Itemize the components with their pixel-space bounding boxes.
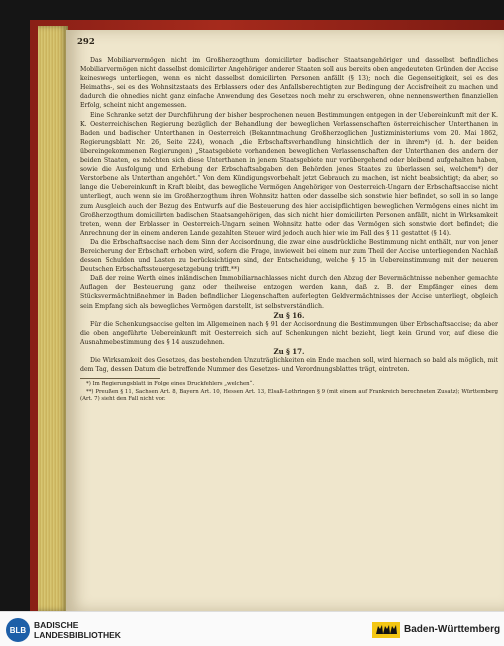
baden-wuerttemberg-lions-icon <box>372 620 400 640</box>
footnote: *) Im Regierungsblatt in Folge eines Druckfehlers „welchen“. <box>86 381 255 388</box>
blb-name-line2: LANDESBIBLIOTHEK <box>34 630 121 640</box>
paragraph: Das Mobiliarvermögen nicht im Großherzogthum domicilirter badischer Staatsangehöriger und dasselbst befindliches Mobiliarvermögen nicht dasselbst domicilirter Angehöriger anderer Staaten soll aus bereits oben angedeuteten Gründen der Accise keineswegs unterliegen, wenn es nicht dasselbst domicilirten Personen anfällt (§ 13); noch die Gegenseitigkeit, sei es des Heimaths-, sei es des Wohnsitzstaats des Erblassers oder des Anfallsberechtigten zur Bedingung der Accisfreiheit zu machen und dadurch die ohnedies nicht ganz einfache Anwendung des Gesetzes noch mehr zu erschweren, ohne nennenswerthen finanziellen Erfolg, scheint nicht angemessen. <box>80 57 498 110</box>
baden-wuerttemberg-name[interactable]: Baden-Württemberg <box>404 624 501 635</box>
section-heading: Zu § 16. <box>273 310 305 320</box>
paragraph: Für die Schenkungsaccise gelten im Allgemeinen nach § 91 der Accisordnung die Bestimmungen über Erbschaftsaccise; da aber die oben angeführte Uebereinkunft mit Oesterreich sich auf Schenkungen nicht bezieht, liegt kein Grund vor, auf diese die Ausnahmebestimmung des § 14 auszudehnen. <box>80 320 498 346</box>
blb-logo-icon[interactable]: BLB <box>6 618 30 642</box>
paragraph: Eine Schranke setzt der Durchführung der bisher besprochenen neuen Bestimmungen entgegen in der Uebereinkunft mit der K. K. Oesterreichischen Regierung bezüglich der Behandlung der beweglichen Verlassenschaften österreichischer Unterthanen in Baden und badischer Unterthanen in Oesterreich (Bekanntmachung Großherzoglichen Justizministeriums vom 20. Mai 1862, Regierungsblatt Nr. 26, Seite 224), wonach „die Erbschaftsverhandlung hinsichtlich der in ihrem*) (d. h. der beiden übereingekommenen Regierungen) „Staatsgebiete vorhandenen beweglichen Verlassenschaften der Unterthanen des andern der beiden Staaten, es möchten sich diese Unterthanen in jenem Staatsgebiete nur vorübergehend oder bleibend aufgehalten haben, sowie die Ausfolgung und Erhebung der Erbschaftsabgaben den Behörden jenes Staates zu überlassen sei, welchem*) der Verstorbene als Unterthan angehört.“ Von dem Kündigungsvorbehalt jetzt Gebrauch zu machen, ist nicht beabsichtigt; da aber, so lange die Uebereinkunft in Kraft bleibt, das bewegliche Vermögen Angehöriger von Oesterreich-Ungarn der Erbschaftsaccise nicht unterliegt, auch wenn sie im Großherzogthum ihren Wohnsitz hatten oder dasselbe sich sonstwie hier befindet, so soll in so lange zum Ausgleich auch der Bezug des Entwurfs auf die Besteuerung des hier accisipflichtigen beweglichen Vermögens eines nicht im Großherzogthum domicilirten badischen Staatsangehörigen, das sich nicht hier domicilirten Personen anfällt, nicht in Wirksamkeit treten, wenn der Erblasser in Oesterreich-Ungarn seinen Wohnsitz hatte oder das Vermögen sich sonstwie dort befindet; die Anrechnung der in einem anderen Lande gezahlten Steuer wird jedoch auch hier wie im Fall des § 11 gestattet (§ 14). <box>80 111 498 237</box>
section-heading: Zu § 17. <box>273 347 305 356</box>
footer-bar <box>0 611 504 646</box>
page-text <box>80 56 498 404</box>
footnote: **) Preußen § 11, Sachsen Art. 8, Bayern Art. 10, Hessen Art. 13, Elsaß-Lothringen § 9 (mit einem auf Frankreich berechneten Zusatz); Württemberg (Art. 7) sieht den Fall nicht vor. <box>80 388 498 403</box>
blb-name-line1: BADISCHE <box>34 620 79 630</box>
page-number: 292 <box>77 37 95 47</box>
paragraph: Die Wirksamkeit des Gesetzes, das bestehenden Unzuträglichkeiten ein Ende machen soll, wird hiernach so bald als möglich, mit dem Tag, dessen Datum die betreffende Nummer des Gesetzes- und Verordnungsblattes trägt, eintreten. <box>80 357 498 374</box>
blb-name[interactable] <box>34 620 121 640</box>
paragraph: Daß der reine Werth eines inländischen Immobiliarnachlasses nicht durch den Abzug der Bevermächtnisse nebenher gemachte Auflagen der Besteuerung ganz oder theilweise entzogen werden kann, daß z. B. der Empfänger eines dem Stücksvermächtnißnehmer in Baden befindlicher Liegenschaften auferlegten Geldvermächtnisses der Accise unterliegt, obgleich sein Empfang sich als bewegliches Vermögen darstellt, ist selbstverständlich. <box>80 275 498 310</box>
paragraph: Da die Erbschaftsaccise nach dem Sinn der Accisordnung, die zwar eine ausdrückliche Bestimmung nicht enthält, nur von jener Bereicherung der Erbschaft erhoben wird, sofern die Frage, inwieweit bei einem nur zum Theil der Accise unterliegenden Nachlaß dessen Schulden und Lasten zu berücksichtigen sind, der Entscheidung, welche § 15 in Uebereinstimmung mit der neueren Deutschen Erbschaftssteuergesetzgebung trifft.**) <box>80 238 498 274</box>
page-edges <box>38 26 68 611</box>
